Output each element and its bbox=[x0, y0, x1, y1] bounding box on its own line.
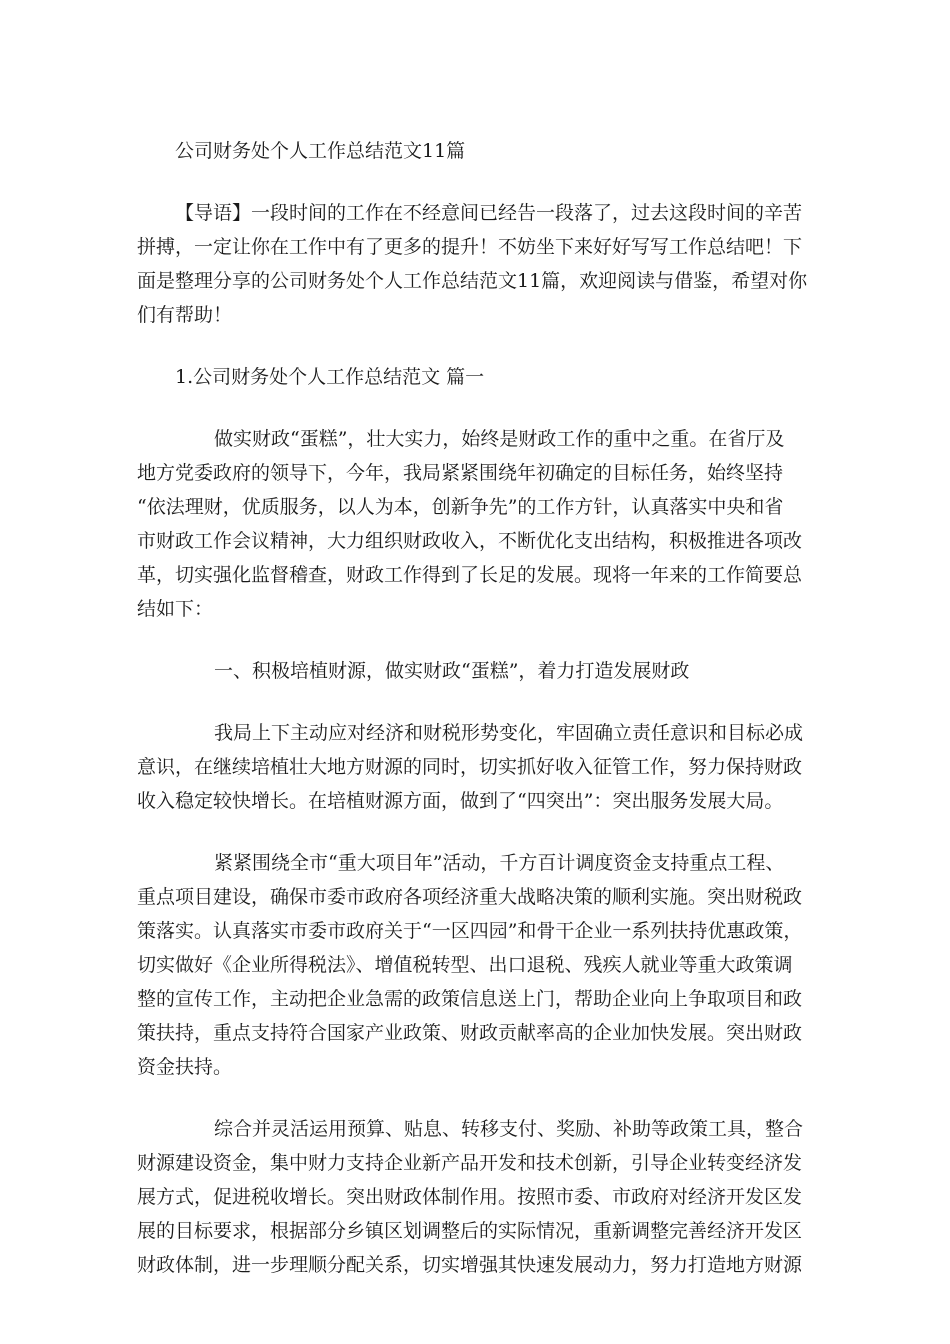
paragraph-line: 展的目标要求，根据部分乡镇区划调整后的实际情况，重新调整完善经济开发区 bbox=[137, 1220, 803, 1242]
paragraph-line: 策扶持，重点支持符合国家产业政策、财政贡献率高的企业加快发展。突出财政 bbox=[137, 1022, 803, 1044]
paragraph-line: 策落实。认真落实市委市政府关于“一区四园”和骨干企业一系列扶持优惠政策， bbox=[137, 920, 803, 942]
paragraph-2 bbox=[137, 716, 817, 818]
paragraph-line: 财源建设资金，集中财力支持企业新产品开发和技术创新，引导企业转变经济发 bbox=[137, 1152, 803, 1174]
paragraph-line: 收入稳定较快增长。在培植财源方面，做到了“四突出”：突出服务发展大局。 bbox=[137, 790, 784, 812]
spacer bbox=[137, 818, 817, 846]
paragraph-line: 意识，在继续培植壮大地方财源的同时，切实抓好收入征管工作，努力保持财政 bbox=[137, 756, 803, 778]
intro-paragraph bbox=[137, 196, 817, 332]
intro-line: 【导语】一段时间的工作在不经意间已经告一段落了，过去这段时间的辛苦 bbox=[175, 202, 803, 224]
paragraph-line: 做实财政“蛋糕”，壮大实力，始终是财政工作的重中之重。在省厅及 bbox=[214, 428, 785, 450]
document-body bbox=[137, 134, 817, 1282]
paragraph-line: “依法理财，优质服务，以人为本，创新争先”的工作方针，认真落实中央和省 bbox=[137, 496, 784, 518]
spacer bbox=[137, 688, 817, 716]
intro-line: 们有帮助！ bbox=[137, 304, 233, 326]
paragraph-line: 展方式，促进税收增长。突出财政体制作用。按照市委、市政府对经济开发区发 bbox=[137, 1186, 803, 1208]
subheading: 一、积极培植财源，做实财政“蛋糕”，着力打造发展财政 bbox=[214, 660, 690, 682]
paragraph-4 bbox=[137, 1112, 817, 1282]
paragraph-line: 财政体制，进一步理顺分配关系，切实增强其快速发展动力，努力打造地方财源 bbox=[137, 1254, 803, 1276]
spacer bbox=[137, 1084, 817, 1112]
spacer bbox=[137, 168, 817, 196]
paragraph-1 bbox=[137, 422, 817, 626]
section-heading: 1.公司财务处个人工作总结范文 篇一 bbox=[175, 366, 485, 388]
paragraph-line: 重点项目建设，确保市委市政府各项经济重大战略决策的顺利实施。突出财税政 bbox=[137, 886, 803, 908]
paragraph-line: 综合并灵活运用预算、贴息、转移支付、奖励、补助等政策工具，整合 bbox=[214, 1118, 804, 1140]
paragraph-line: 我局上下主动应对经济和财税形势变化，牢固确立责任意识和目标必成 bbox=[214, 722, 804, 744]
paragraph-line: 整的宣传工作，主动把企业急需的政策信息送上门，帮助企业向上争取项目和政 bbox=[137, 988, 803, 1010]
spacer bbox=[137, 626, 817, 654]
spacer bbox=[137, 394, 817, 422]
spacer bbox=[137, 332, 817, 360]
intro-line: 面是整理分享的公司财务处个人工作总结范文11篇，欢迎阅读与借鉴，希望对你 bbox=[137, 270, 808, 292]
paragraph-line: 结如下： bbox=[137, 598, 214, 620]
paragraph-3 bbox=[137, 846, 817, 1084]
paragraph-line: 资金扶持。 bbox=[137, 1056, 233, 1078]
paragraph-line: 地方党委政府的领导下，今年，我局紧紧围绕年初确定的目标任务，始终坚持 bbox=[137, 462, 784, 484]
paragraph-line: 市财政工作会议精神，大力组织财政收入，不断优化支出结构，积极推进各项改 bbox=[137, 530, 803, 552]
document-title: 公司财务处个人工作总结范文11篇 bbox=[175, 140, 466, 162]
paragraph-line: 切实做好《企业所得税法》、增值税转型、出口退税、残疾人就业等重大政策调 bbox=[137, 954, 793, 976]
paragraph-line: 紧紧围绕全市“重大项目年”活动，千方百计调度资金支持重点工程、 bbox=[214, 852, 785, 874]
intro-line: 拼搏，一定让你在工作中有了更多的提升！不妨坐下来好好写写工作总结吧！下 bbox=[137, 236, 803, 258]
paragraph-line: 革，切实强化监督稽查，财政工作得到了长足的发展。现将一年来的工作简要总 bbox=[137, 564, 803, 586]
